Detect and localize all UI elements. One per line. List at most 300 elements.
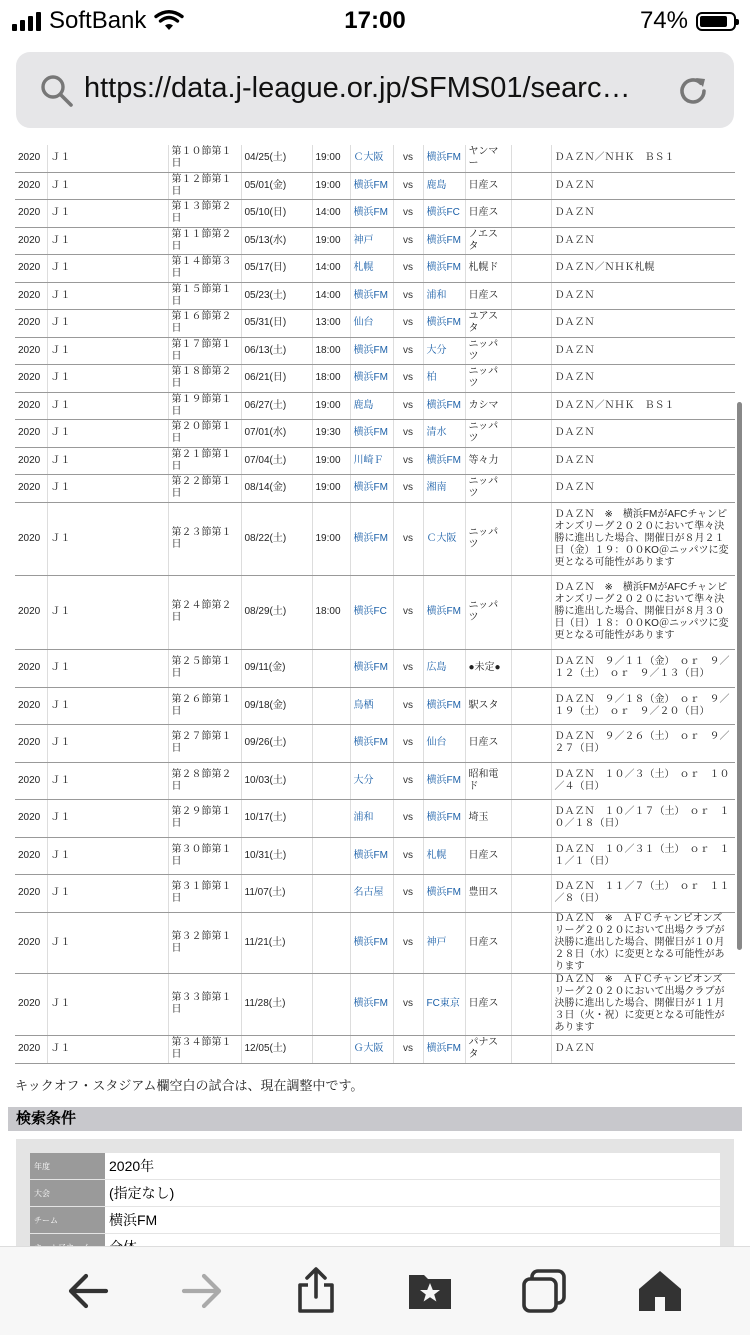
- cell-kickoff: [312, 799, 350, 837]
- cell-away[interactable]: 横浜FM: [423, 392, 465, 419]
- cell-competition: Ｊ１: [47, 172, 168, 199]
- cell-stadium: ノエスタ: [465, 227, 511, 254]
- cell-stadium: 日産ス: [465, 837, 511, 874]
- cell-blank: [511, 912, 551, 973]
- cell-broadcast: ＤＡＺＮ: [551, 419, 735, 447]
- cell-vs: vs: [393, 364, 423, 392]
- cell-date: 06/21(日): [241, 364, 312, 392]
- condition-value: 2020年: [105, 1153, 720, 1180]
- cell-home[interactable]: 横浜FM: [350, 337, 393, 364]
- cell-away[interactable]: 横浜FM: [423, 227, 465, 254]
- cell-away[interactable]: 湘南: [423, 474, 465, 502]
- cell-vs: vs: [393, 227, 423, 254]
- cell-blank: [511, 973, 551, 1035]
- cell-stadium: ●未定●: [465, 649, 511, 687]
- cell-season: 2020: [15, 649, 47, 687]
- table-row: [15, 282, 735, 309]
- table-row: [15, 419, 735, 447]
- cell-away[interactable]: 札幌: [423, 837, 465, 874]
- cell-broadcast: ＤＡＺＮ: [551, 227, 735, 254]
- cell-competition: Ｊ１: [47, 799, 168, 837]
- cell-kickoff: 18:00: [312, 575, 350, 649]
- cell-stadium: 日産ス: [465, 912, 511, 973]
- cell-round: 第１８節第２日: [168, 364, 241, 392]
- cell-round: 第３１節第１日: [168, 874, 241, 912]
- cell-vs: vs: [393, 282, 423, 309]
- cell-competition: Ｊ１: [47, 575, 168, 649]
- table-row: [15, 799, 735, 837]
- cell-stadium: 日産ス: [465, 282, 511, 309]
- cell-home[interactable]: 川崎Ｆ: [350, 447, 393, 474]
- bookmarks-icon[interactable]: [406, 1267, 454, 1315]
- table-row: [15, 227, 735, 254]
- table-row: [15, 649, 735, 687]
- cell-away[interactable]: 横浜FM: [423, 575, 465, 649]
- cell-blank: [511, 1035, 551, 1063]
- condition-key: チーム: [30, 1207, 105, 1234]
- cell-blank: [511, 309, 551, 337]
- cell-stadium: ニッパツ: [465, 474, 511, 502]
- cell-broadcast: ＤＡＺＮ ※ ＡＦＣチャンピオンズリーグ２０２０において出場クラブが決勝に進出した場合、開催日が１０月２８日（水）に変更となる可能性があります: [551, 912, 735, 973]
- table-row: [15, 912, 735, 973]
- cell-away[interactable]: 横浜FM: [423, 799, 465, 837]
- home-icon[interactable]: [636, 1267, 684, 1315]
- cell-vs: vs: [393, 502, 423, 575]
- cell-broadcast: ＤＡＺＮ ※ 横浜FMがAFCチャンピオンズリーグ２０２０において準々決勝に進出した場合、開催日が８月２１日（金）１９：００KO＠ニッパツに変更となる可能性があります: [551, 502, 735, 575]
- cell-broadcast: ＤＡＺＮ／ＮＨＫ ＢＳ１: [551, 392, 735, 419]
- cell-home[interactable]: 横浜FM: [350, 502, 393, 575]
- cell-kickoff: [312, 649, 350, 687]
- cell-vs: vs: [393, 724, 423, 762]
- cell-round: 第２７節第１日: [168, 724, 241, 762]
- cell-competition: Ｊ１: [47, 1035, 168, 1063]
- search-conditions-table: [30, 1153, 720, 1261]
- cell-competition: Ｊ１: [47, 762, 168, 799]
- cell-kickoff: [312, 973, 350, 1035]
- cell-vs: vs: [393, 392, 423, 419]
- cell-blank: [511, 837, 551, 874]
- table-row: [15, 145, 735, 172]
- cell-competition: Ｊ１: [47, 337, 168, 364]
- cell-home[interactable]: 仙台: [350, 309, 393, 337]
- cell-kickoff: 19:00: [312, 392, 350, 419]
- search-icon: [40, 74, 74, 108]
- cell-round: 第２１節第１日: [168, 447, 241, 474]
- cell-stadium: ニッパツ: [465, 575, 511, 649]
- cell-round: 第１１節第２日: [168, 227, 241, 254]
- cell-broadcast: ＤＡＺＮ １１／７（土） ｏｒ １１／８（日）: [551, 874, 735, 912]
- cell-home[interactable]: 横浜FM: [350, 837, 393, 874]
- cell-blank: [511, 575, 551, 649]
- cell-season: 2020: [15, 874, 47, 912]
- address-bar[interactable]: [16, 52, 734, 128]
- cell-season: 2020: [15, 799, 47, 837]
- cell-away[interactable]: 神戸: [423, 912, 465, 973]
- cell-season: 2020: [15, 447, 47, 474]
- cell-blank: [511, 364, 551, 392]
- cell-vs: vs: [393, 474, 423, 502]
- cell-stadium: カシマ: [465, 392, 511, 419]
- cell-kickoff: [312, 837, 350, 874]
- condition-value: 横浜FM: [105, 1207, 720, 1234]
- cell-home[interactable]: 横浜FM: [350, 364, 393, 392]
- tabs-icon[interactable]: [520, 1267, 568, 1315]
- cell-season: 2020: [15, 502, 47, 575]
- cell-date: 06/27(土): [241, 392, 312, 419]
- table-row: [15, 474, 735, 502]
- cell-date: 09/26(土): [241, 724, 312, 762]
- search-conditions-title: 検索条件: [8, 1107, 742, 1131]
- table-row: [15, 392, 735, 419]
- cell-kickoff: 19:00: [312, 227, 350, 254]
- cell-stadium: 豊田ス: [465, 874, 511, 912]
- cell-date: 04/25(土): [241, 145, 312, 172]
- cell-date: 11/07(土): [241, 874, 312, 912]
- cell-home[interactable]: Ｃ大阪: [350, 145, 393, 172]
- cell-kickoff: 14:00: [312, 254, 350, 282]
- cell-kickoff: 13:00: [312, 309, 350, 337]
- cell-blank: [511, 172, 551, 199]
- cell-competition: Ｊ１: [47, 649, 168, 687]
- table-row: [15, 1035, 735, 1063]
- cell-stadium: 札幌ド: [465, 254, 511, 282]
- cell-kickoff: [312, 874, 350, 912]
- condition-row: [30, 1153, 720, 1180]
- cell-season: 2020: [15, 912, 47, 973]
- cell-home[interactable]: 神戸: [350, 227, 393, 254]
- cell-stadium: パナスタ: [465, 1035, 511, 1063]
- cell-vs: vs: [393, 337, 423, 364]
- cell-competition: Ｊ１: [47, 973, 168, 1035]
- cell-vs: vs: [393, 1035, 423, 1063]
- cell-competition: Ｊ１: [47, 199, 168, 227]
- cell-blank: [511, 724, 551, 762]
- cell-away[interactable]: 横浜FM: [423, 762, 465, 799]
- cell-competition: Ｊ１: [47, 447, 168, 474]
- cell-season: 2020: [15, 724, 47, 762]
- cell-round: 第２４節第２日: [168, 575, 241, 649]
- cell-blank: [511, 762, 551, 799]
- cell-kickoff: 14:00: [312, 282, 350, 309]
- condition-row: [30, 1207, 720, 1234]
- cell-blank: [511, 199, 551, 227]
- cell-competition: Ｊ１: [47, 874, 168, 912]
- cell-blank: [511, 337, 551, 364]
- cell-season: 2020: [15, 837, 47, 874]
- table-row: [15, 172, 735, 199]
- cell-competition: Ｊ１: [47, 837, 168, 874]
- cell-date: 07/01(水): [241, 419, 312, 447]
- cell-stadium: 日産ス: [465, 172, 511, 199]
- cell-competition: Ｊ１: [47, 474, 168, 502]
- cell-date: 05/01(金): [241, 172, 312, 199]
- schedule-table: [15, 145, 735, 1064]
- cell-stadium: 昭和電ド: [465, 762, 511, 799]
- cell-date: 08/22(土): [241, 502, 312, 575]
- table-row: [15, 837, 735, 874]
- cell-date: 11/21(土): [241, 912, 312, 973]
- cell-vs: vs: [393, 575, 423, 649]
- cell-season: 2020: [15, 254, 47, 282]
- cell-date: 05/13(水): [241, 227, 312, 254]
- cell-competition: Ｊ１: [47, 145, 168, 172]
- cell-away[interactable]: 柏: [423, 364, 465, 392]
- cell-broadcast: ＤＡＺＮ ９／１１（金） ｏｒ ９／１２（土） ｏｒ ９／１３（日）: [551, 649, 735, 687]
- cell-kickoff: [312, 762, 350, 799]
- cell-competition: Ｊ１: [47, 687, 168, 724]
- cell-stadium: ユアスタ: [465, 309, 511, 337]
- cell-home[interactable]: 横浜FM: [350, 649, 393, 687]
- cell-broadcast: ＤＡＺＮ: [551, 447, 735, 474]
- cell-broadcast: ＤＡＺＮ: [551, 199, 735, 227]
- cell-away[interactable]: 横浜FM: [423, 1035, 465, 1063]
- cell-away[interactable]: 横浜FM: [423, 447, 465, 474]
- cell-date: 09/11(金): [241, 649, 312, 687]
- cell-blank: [511, 254, 551, 282]
- forward-icon[interactable]: [178, 1267, 226, 1315]
- search-conditions-box: [16, 1139, 734, 1249]
- cell-kickoff: 19:00: [312, 474, 350, 502]
- cell-round: 第３３節第１日: [168, 973, 241, 1035]
- table-row: [15, 309, 735, 337]
- cell-home[interactable]: 大分: [350, 762, 393, 799]
- cell-season: 2020: [15, 687, 47, 724]
- cell-vs: vs: [393, 874, 423, 912]
- cell-date: 10/03(土): [241, 762, 312, 799]
- condition-key: 大会: [30, 1180, 105, 1207]
- cell-blank: [511, 874, 551, 912]
- condition-key: 年度: [30, 1153, 105, 1180]
- cell-broadcast: ＤＡＺＮ １０／３１（土） ｏｒ １１／１（日）: [551, 837, 735, 874]
- cell-vs: vs: [393, 199, 423, 227]
- cell-season: 2020: [15, 1035, 47, 1063]
- cell-competition: Ｊ１: [47, 282, 168, 309]
- cell-date: 10/17(土): [241, 799, 312, 837]
- cell-date: 05/23(土): [241, 282, 312, 309]
- cell-round: 第２２節第１日: [168, 474, 241, 502]
- cell-kickoff: 18:00: [312, 337, 350, 364]
- cell-home[interactable]: 横浜FM: [350, 973, 393, 1035]
- url-text[interactable]: https://data.j-league.or.jp/SFMS01/searc…: [84, 72, 631, 104]
- cell-away[interactable]: 広島: [423, 649, 465, 687]
- cell-round: 第２８節第２日: [168, 762, 241, 799]
- cell-kickoff: [312, 687, 350, 724]
- cell-vs: vs: [393, 649, 423, 687]
- cell-round: 第３０節第１日: [168, 837, 241, 874]
- cell-broadcast: ＤＡＺＮ ９／１８（金） ｏｒ ９／１９（土） ｏｒ ９／２０（日）: [551, 687, 735, 724]
- cell-blank: [511, 447, 551, 474]
- cell-season: 2020: [15, 282, 47, 309]
- cell-stadium: 日産ス: [465, 199, 511, 227]
- cell-season: 2020: [15, 337, 47, 364]
- cell-home[interactable]: 横浜FM: [350, 474, 393, 502]
- cell-kickoff: 19:00: [312, 145, 350, 172]
- cell-date: 08/29(土): [241, 575, 312, 649]
- cell-season: 2020: [15, 172, 47, 199]
- cell-broadcast: ＤＡＺＮ ※ ＡＦＣチャンピオンズリーグ２０２０において出場クラブが決勝に進出した場合、開催日が１１月３日（火・祝）に変更となる可能性があります: [551, 973, 735, 1035]
- table-row: [15, 337, 735, 364]
- cell-round: 第１４節第３日: [168, 254, 241, 282]
- cell-kickoff: [312, 1035, 350, 1063]
- cell-home[interactable]: 横浜FM: [350, 172, 393, 199]
- condition-row: [30, 1180, 720, 1207]
- cell-broadcast: ＤＡＺＮ: [551, 474, 735, 502]
- cell-home[interactable]: 札幌: [350, 254, 393, 282]
- cell-stadium: ニッパツ: [465, 364, 511, 392]
- cell-stadium: 日産ス: [465, 724, 511, 762]
- cell-kickoff: 19:00: [312, 447, 350, 474]
- cell-round: 第３４節第１日: [168, 1035, 241, 1063]
- cell-stadium: ニッパツ: [465, 419, 511, 447]
- cell-home[interactable]: 横浜FM: [350, 199, 393, 227]
- cell-competition: Ｊ１: [47, 309, 168, 337]
- page-content: [0, 145, 750, 1245]
- cell-away[interactable]: FC東京: [423, 973, 465, 1035]
- cell-broadcast: ＤＡＺＮ: [551, 337, 735, 364]
- cell-kickoff: [312, 724, 350, 762]
- cell-stadium: 埼玉: [465, 799, 511, 837]
- cell-vs: vs: [393, 799, 423, 837]
- cell-stadium: 駅スタ: [465, 687, 511, 724]
- cell-broadcast: ＤＡＺＮ １０／３（土） ｏｒ １０／４（日）: [551, 762, 735, 799]
- cell-competition: Ｊ１: [47, 227, 168, 254]
- cell-date: 11/28(土): [241, 973, 312, 1035]
- cell-vs: vs: [393, 254, 423, 282]
- cell-round: 第１３節第２日: [168, 199, 241, 227]
- cell-broadcast: ＤＡＺＮ: [551, 282, 735, 309]
- cell-broadcast: ＤＡＺＮ: [551, 1035, 735, 1063]
- cell-date: 12/05(土): [241, 1035, 312, 1063]
- cell-kickoff: 19:30: [312, 419, 350, 447]
- cell-away[interactable]: 清水: [423, 419, 465, 447]
- table-row: [15, 762, 735, 799]
- cell-blank: [511, 687, 551, 724]
- cell-blank: [511, 227, 551, 254]
- cell-season: 2020: [15, 227, 47, 254]
- cell-round: 第２５節第１日: [168, 649, 241, 687]
- cell-competition: Ｊ１: [47, 254, 168, 282]
- scroll-indicator[interactable]: [737, 402, 742, 950]
- table-row: [15, 874, 735, 912]
- carrier-name: SoftBank: [49, 7, 147, 34]
- cell-away[interactable]: 大分: [423, 337, 465, 364]
- cell-home[interactable]: 横浜FM: [350, 282, 393, 309]
- cell-competition: Ｊ１: [47, 364, 168, 392]
- cell-blank: [511, 649, 551, 687]
- cell-date: 10/31(土): [241, 837, 312, 874]
- cell-home[interactable]: 横浜FM: [350, 419, 393, 447]
- cell-vs: vs: [393, 762, 423, 799]
- share-icon[interactable]: [292, 1267, 340, 1315]
- cell-vs: vs: [393, 145, 423, 172]
- cell-competition: Ｊ１: [47, 502, 168, 575]
- cell-away[interactable]: 仙台: [423, 724, 465, 762]
- cell-away[interactable]: Ｃ大阪: [423, 502, 465, 575]
- cell-vs: vs: [393, 687, 423, 724]
- cell-away[interactable]: 横浜FM: [423, 687, 465, 724]
- cell-round: 第２６節第１日: [168, 687, 241, 724]
- cell-stadium: ヤンマー: [465, 145, 511, 172]
- cell-away[interactable]: 浦和: [423, 282, 465, 309]
- cell-home[interactable]: 名古屋: [350, 874, 393, 912]
- cell-season: 2020: [15, 973, 47, 1035]
- table-row: [15, 575, 735, 649]
- cell-vs: vs: [393, 172, 423, 199]
- cell-home[interactable]: 浦和: [350, 799, 393, 837]
- cell-broadcast: ＤＡＺＮ: [551, 364, 735, 392]
- cell-blank: [511, 502, 551, 575]
- cell-blank: [511, 474, 551, 502]
- browser-toolbar: [0, 1246, 750, 1335]
- cell-broadcast: ＤＡＺＮ ９／２６（土） ｏｒ ９／２７（日）: [551, 724, 735, 762]
- cell-home[interactable]: 鹿島: [350, 392, 393, 419]
- condition-value: (指定なし): [105, 1180, 720, 1207]
- cell-vs: vs: [393, 912, 423, 973]
- schedule-note: キックオフ・スタジアム欄空白の試合は、現在調整中です。: [15, 1078, 364, 1093]
- cell-date: 09/18(金): [241, 687, 312, 724]
- cell-date: 07/04(土): [241, 447, 312, 474]
- cell-away[interactable]: 横浜FC: [423, 199, 465, 227]
- cell-stadium: ニッパツ: [465, 502, 511, 575]
- cell-blank: [511, 419, 551, 447]
- cell-date: 05/10(日): [241, 199, 312, 227]
- cell-kickoff: 18:00: [312, 364, 350, 392]
- cell-broadcast: ＤＡＺＮ: [551, 309, 735, 337]
- cell-stadium: ニッパツ: [465, 337, 511, 364]
- cell-away[interactable]: 鹿島: [423, 172, 465, 199]
- cell-home[interactable]: 横浜FM: [350, 724, 393, 762]
- cell-away[interactable]: 横浜FM: [423, 254, 465, 282]
- reload-icon[interactable]: [676, 74, 710, 108]
- cell-round: 第１９節第１日: [168, 392, 241, 419]
- cell-season: 2020: [15, 199, 47, 227]
- cell-competition: Ｊ１: [47, 912, 168, 973]
- cell-vs: vs: [393, 973, 423, 1035]
- cell-vs: vs: [393, 309, 423, 337]
- cell-round: 第１０節第１日: [168, 145, 241, 172]
- cell-broadcast: ＤＡＺＮ／ＮＨＫ札幌: [551, 254, 735, 282]
- cell-competition: Ｊ１: [47, 392, 168, 419]
- cell-kickoff: 14:00: [312, 199, 350, 227]
- cell-blank: [511, 392, 551, 419]
- cell-away[interactable]: 横浜FM: [423, 145, 465, 172]
- battery: [640, 7, 736, 35]
- cell-blank: [511, 282, 551, 309]
- cell-home[interactable]: 横浜FC: [350, 575, 393, 649]
- back-icon[interactable]: [64, 1267, 112, 1315]
- cell-blank: [511, 145, 551, 172]
- cell-round: 第２０節第１日: [168, 419, 241, 447]
- table-row: [15, 724, 735, 762]
- cell-away[interactable]: 横浜FM: [423, 874, 465, 912]
- cell-away[interactable]: 横浜FM: [423, 309, 465, 337]
- cell-competition: Ｊ１: [47, 419, 168, 447]
- cell-home[interactable]: Ｇ大阪: [350, 1035, 393, 1063]
- table-row: [15, 199, 735, 227]
- cell-round: 第２９節第１日: [168, 799, 241, 837]
- cell-broadcast: ＤＡＺＮ ※ 横浜FMがAFCチャンピオンズリーグ２０２０において準々決勝に進出した場合、開催日が８月３０日（日）１８：００KO＠ニッパツに変更となる可能性があります: [551, 575, 735, 649]
- cell-round: 第１６節第２日: [168, 309, 241, 337]
- table-row: [15, 502, 735, 575]
- cell-home[interactable]: 横浜FM: [350, 912, 393, 973]
- cell-season: 2020: [15, 145, 47, 172]
- cell-season: 2020: [15, 474, 47, 502]
- cell-season: 2020: [15, 762, 47, 799]
- cell-stadium: 日産ス: [465, 973, 511, 1035]
- cell-home[interactable]: 鳥栖: [350, 687, 393, 724]
- status-bar: [0, 0, 750, 40]
- cell-broadcast: ＤＡＺＮ １０／１７（土） ｏｒ １０／１８（日）: [551, 799, 735, 837]
